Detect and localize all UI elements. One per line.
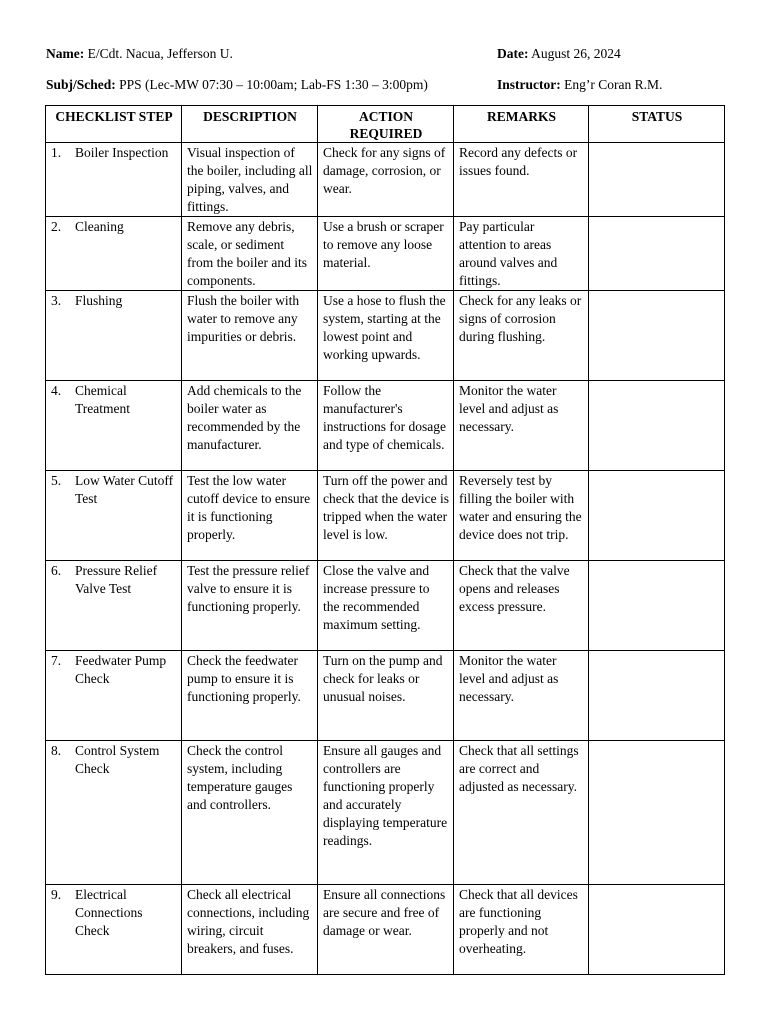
remarks-cell: Check for any leaks or signs of corrosion during flushing. (454, 291, 589, 381)
description-cell: Test the low water cutoff device to ensure it is functioning properly. (182, 471, 318, 561)
checklist-step-cell (46, 291, 182, 381)
date-value: August 26, 2024 (531, 46, 621, 61)
table-row (46, 651, 725, 741)
action-required-cell: Ensure all gauges and controllers are functioning properly and accurately displaying temperature readings. (318, 741, 454, 885)
description-cell: Add chemicals to the boiler water as recommended by the manufacturer. (182, 381, 318, 471)
description-cell: Check the feedwater pump to ensure it is functioning properly. (182, 651, 318, 741)
name-value: E/Cdt. Nacua, Jefferson U. (87, 46, 233, 61)
status-cell[interactable] (589, 561, 725, 651)
action-required-cell: Use a brush or scraper to remove any loose material. (318, 217, 454, 291)
status-cell[interactable] (589, 471, 725, 561)
step-name: Control System Check (75, 743, 160, 776)
table-row (46, 561, 725, 651)
description-cell: Check the control system, including temperature gauges and controllers. (182, 741, 318, 885)
status-cell[interactable] (589, 217, 725, 291)
step-number: 8. (51, 743, 62, 758)
table-row (46, 143, 725, 217)
description-cell: Check all electrical connections, including wiring, circuit breakers, and fuses. (182, 885, 318, 975)
step-name: Low Water Cutoff Test (75, 473, 174, 506)
table-row (46, 291, 725, 381)
description-cell: Test the pressure relief valve to ensure it is functioning properly. (182, 561, 318, 651)
remarks-cell: Check that all settings are correct and adjusted as necessary. (454, 741, 589, 885)
remarks-cell: Check that all devices are functioning properly and not overheating. (454, 885, 589, 975)
checklist-step-cell (46, 651, 182, 741)
action-required-cell: Check for any signs of damage, corrosion, or wear. (318, 143, 454, 217)
status-cell[interactable] (589, 741, 725, 885)
date-label: Date: (497, 46, 529, 61)
status-cell[interactable] (589, 291, 725, 381)
checklist-table (45, 105, 725, 975)
column-header-description: DESCRIPTION (182, 106, 318, 143)
checklist-step-cell (46, 561, 182, 651)
table-row (46, 217, 725, 291)
step-name: Electrical Connections Check (75, 887, 143, 938)
column-header-remarks: REMARKS (454, 106, 589, 143)
subject-schedule-label: Subj/Sched: (46, 77, 116, 92)
step-number: 3. (51, 293, 62, 308)
step-number: 1. (51, 145, 62, 160)
remarks-cell: Record any defects or issues found. (454, 143, 589, 217)
step-number: 7. (51, 653, 62, 668)
checklist-step-cell (46, 381, 182, 471)
table-row (46, 381, 725, 471)
action-required-cell: Close the valve and increase pressure to the recommended maximum setting. (318, 561, 454, 651)
subject-schedule-value: PPS (Lec-MW 07:30 – 10:00am; Lab-FS 1:30 – 3:00pm) (119, 77, 428, 92)
step-name: Boiler Inspection (75, 145, 169, 160)
remarks-cell: Pay particular attention to areas around valves and fittings. (454, 217, 589, 291)
step-number: 2. (51, 219, 62, 234)
action-required-cell: Turn on the pump and check for leaks or unusual noises. (318, 651, 454, 741)
checklist-step-cell (46, 143, 182, 217)
action-required-cell: Ensure all connections are secure and free of damage or wear. (318, 885, 454, 975)
checklist-step-cell (46, 217, 182, 291)
instructor-line (497, 77, 662, 93)
status-cell[interactable] (589, 651, 725, 741)
step-number: 5. (51, 473, 62, 488)
step-number: 9. (51, 887, 62, 902)
subject-schedule-line (46, 77, 428, 93)
name-line (46, 46, 233, 62)
name-label: Name: (46, 46, 85, 61)
table-header-row (46, 106, 725, 143)
table-row (46, 885, 725, 975)
description-cell: Visual inspection of the boiler, including all piping, valves, and fittings. (182, 143, 318, 217)
step-number: 4. (51, 383, 62, 398)
table-row (46, 741, 725, 885)
checklist-step-cell (46, 741, 182, 885)
column-header-step: CHECKLIST STEP (46, 106, 182, 143)
step-number: 6. (51, 563, 62, 578)
remarks-cell: Check that the valve opens and releases excess pressure. (454, 561, 589, 651)
step-name: Feedwater Pump Check (75, 653, 167, 686)
table-row (46, 471, 725, 561)
description-cell: Remove any debris, scale, or sediment from the boiler and its components. (182, 217, 318, 291)
column-header-action: ACTION REQUIRED (318, 106, 454, 143)
remarks-cell: Monitor the water level and adjust as necessary. (454, 381, 589, 471)
step-name: Cleaning (75, 219, 124, 234)
status-cell[interactable] (589, 143, 725, 217)
step-name: Chemical Treatment (75, 383, 130, 416)
remarks-cell: Reversely test by filling the boiler with water and ensuring the device does not trip. (454, 471, 589, 561)
status-cell[interactable] (589, 885, 725, 975)
instructor-value: Eng’r Coran R.M. (564, 77, 663, 92)
instructor-label: Instructor: (497, 77, 561, 92)
column-header-status: STATUS (589, 106, 725, 143)
action-required-cell: Follow the manufacturer's instructions for dosage and type of chemicals. (318, 381, 454, 471)
description-cell: Flush the boiler with water to remove any impurities or debris. (182, 291, 318, 381)
date-line (497, 46, 621, 62)
action-required-cell: Use a hose to flush the system, starting at the lowest point and working upwards. (318, 291, 454, 381)
step-name: Flushing (75, 293, 123, 308)
checklist-step-cell (46, 471, 182, 561)
checklist-step-cell (46, 885, 182, 975)
step-name: Pressure Relief Valve Test (75, 563, 158, 596)
status-cell[interactable] (589, 381, 725, 471)
remarks-cell: Monitor the water level and adjust as necessary. (454, 651, 589, 741)
action-required-cell: Turn off the power and check that the device is tripped when the water level is low. (318, 471, 454, 561)
